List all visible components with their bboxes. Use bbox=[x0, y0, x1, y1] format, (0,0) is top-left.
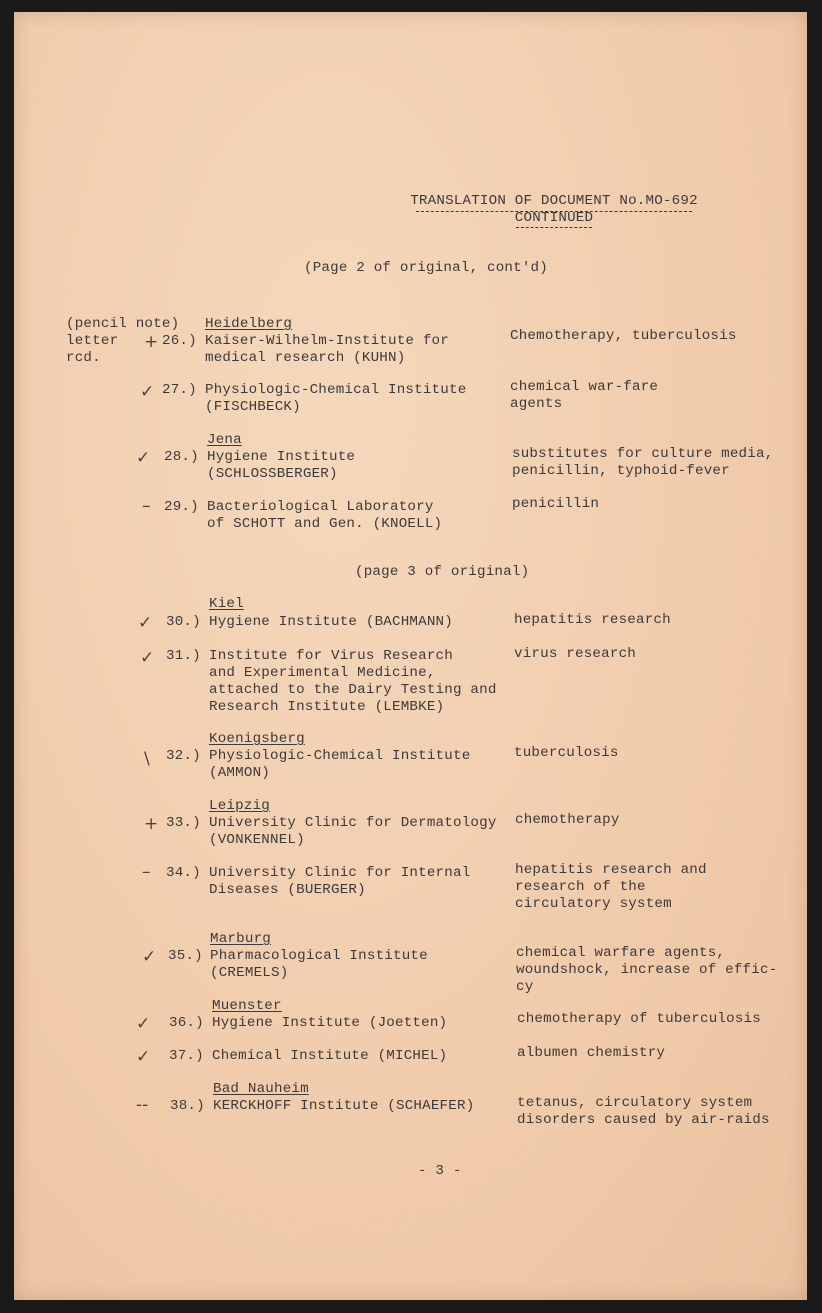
entry-line: attached to the Dairy Testing and bbox=[209, 682, 497, 698]
entry-topic: hepatitis research and bbox=[515, 862, 707, 878]
entry-topic: tuberculosis bbox=[514, 745, 619, 761]
dash-mark-icon: -- bbox=[136, 1095, 149, 1115]
entry-line: Kaiser-Wilhelm-Institute for bbox=[205, 333, 449, 349]
city-heading: Jena bbox=[207, 432, 242, 448]
document-subtitle: CONTINUED bbox=[514, 210, 594, 226]
check-mark-icon: + bbox=[144, 332, 159, 352]
entry-topic: hepatitis research bbox=[514, 612, 671, 628]
entry-topic: Chemotherapy, tuberculosis bbox=[510, 328, 737, 344]
entry-topic: agents bbox=[510, 396, 563, 412]
subtitle-rule bbox=[516, 227, 592, 228]
entry-number: 32.) bbox=[166, 748, 201, 764]
entry-number: 37.) bbox=[169, 1048, 204, 1064]
entry-topic: chemotherapy of tuberculosis bbox=[517, 1011, 761, 1027]
tick-mark-icon: \ bbox=[144, 749, 150, 769]
entry-number: 30.) bbox=[166, 614, 201, 630]
page-note-3: (page 3 of original) bbox=[355, 564, 530, 580]
dash-mark-icon: – bbox=[142, 862, 151, 882]
entry-number: 38.) bbox=[170, 1098, 205, 1114]
entry-topic: chemical war-fare bbox=[510, 379, 659, 395]
entry-line: medical research (KUHN) bbox=[205, 350, 406, 366]
check-mark-icon: ✓ bbox=[138, 613, 153, 633]
check-mark-icon: ✓ bbox=[136, 1047, 151, 1067]
city-heading: Kiel bbox=[209, 596, 244, 612]
entry-line: (CREMELS) bbox=[210, 965, 289, 981]
entry-line: Chemical Institute (MICHEL) bbox=[212, 1048, 448, 1064]
entry-line: of SCHOTT and Gen. (KNOELL) bbox=[207, 516, 443, 532]
entry-number: 31.) bbox=[166, 648, 201, 664]
entry-topic: penicillin, typhoid-fever bbox=[512, 463, 730, 479]
page-number: - 3 - bbox=[418, 1163, 462, 1179]
city-heading: Bad Nauheim bbox=[213, 1081, 309, 1097]
entry-line: Institute for Virus Research bbox=[209, 648, 453, 664]
entry-line: Physiologic-Chemical Institute bbox=[209, 748, 471, 764]
document-page bbox=[14, 12, 807, 1300]
entry-line: Hygiene Institute (Joetten) bbox=[212, 1015, 448, 1031]
entry-line: Pharmacological Institute bbox=[210, 948, 428, 964]
cross-mark-icon: + bbox=[144, 814, 159, 834]
entry-number: 26.) bbox=[162, 333, 197, 349]
check-mark-icon: ✓ bbox=[140, 648, 155, 668]
entry-line: Research Institute (LEMBKE) bbox=[209, 699, 445, 715]
entry-line: (AMMON) bbox=[209, 765, 270, 781]
entry-number: 33.) bbox=[166, 815, 201, 831]
city-heading: Heidelberg bbox=[205, 316, 293, 332]
document-title: TRANSLATION OF DOCUMENT No.MO-692 bbox=[410, 193, 698, 209]
entry-number: 36.) bbox=[169, 1015, 204, 1031]
entry-topic: cy bbox=[516, 979, 534, 995]
entry-topic: circulatory system bbox=[515, 896, 672, 912]
check-mark-icon: ✓ bbox=[136, 448, 151, 468]
city-heading: Muenster bbox=[212, 998, 282, 1014]
entry-topic: disorders caused by air-raids bbox=[517, 1112, 770, 1128]
city-heading: Leipzig bbox=[209, 798, 270, 814]
entry-topic: chemotherapy bbox=[515, 812, 620, 828]
entry-topic: penicillin bbox=[512, 496, 600, 512]
check-mark-icon: ✓ bbox=[140, 382, 155, 402]
entry-topic: substitutes for culture media, bbox=[512, 446, 774, 462]
entry-number: 29.) bbox=[164, 499, 199, 515]
entry-topic: research of the bbox=[515, 879, 646, 895]
dash-mark-icon: – bbox=[142, 496, 151, 516]
entry-line: Bacteriological Laboratory bbox=[207, 499, 434, 515]
city-heading: Marburg bbox=[210, 931, 271, 947]
entry-topic: albumen chemistry bbox=[517, 1045, 666, 1061]
page-note-2: (Page 2 of original, cont'd) bbox=[304, 260, 548, 276]
entry-number: 34.) bbox=[166, 865, 201, 881]
pencil-note-line3: rcd. bbox=[66, 350, 101, 366]
entry-line: University Clinic for Internal bbox=[209, 865, 471, 881]
entry-line: Hygiene Institute bbox=[207, 449, 356, 465]
check-mark-icon: ✓ bbox=[136, 1014, 151, 1034]
entry-topic: tetanus, circulatory system bbox=[517, 1095, 753, 1111]
entry-line: (FISCHBECK) bbox=[205, 399, 301, 415]
entry-line: and Experimental Medicine, bbox=[209, 665, 436, 681]
entry-number: 35.) bbox=[168, 948, 203, 964]
check-mark-icon: ✓ bbox=[142, 947, 157, 967]
entry-line: University Clinic for Dermatology bbox=[209, 815, 497, 831]
entry-topic: virus research bbox=[514, 646, 636, 662]
entry-number: 27.) bbox=[162, 382, 197, 398]
entry-line: (VONKENNEL) bbox=[209, 832, 305, 848]
entry-topic: woundshock, increase of effic- bbox=[516, 962, 778, 978]
entry-line: (SCHLOSSBERGER) bbox=[207, 466, 338, 482]
entry-line: Physiologic-Chemical Institute bbox=[205, 382, 467, 398]
pencil-note-line2: letter bbox=[66, 333, 119, 349]
entry-line: Hygiene Institute (BACHMANN) bbox=[209, 614, 453, 630]
entry-line: KERCKHOFF Institute (SCHAEFER) bbox=[213, 1098, 475, 1114]
entry-topic: chemical warfare agents, bbox=[516, 945, 726, 961]
pencil-note-line1: (pencil note) bbox=[66, 316, 180, 332]
city-heading: Koenigsberg bbox=[209, 731, 305, 747]
entry-number: 28.) bbox=[164, 449, 199, 465]
entry-line: Diseases (BUERGER) bbox=[209, 882, 366, 898]
